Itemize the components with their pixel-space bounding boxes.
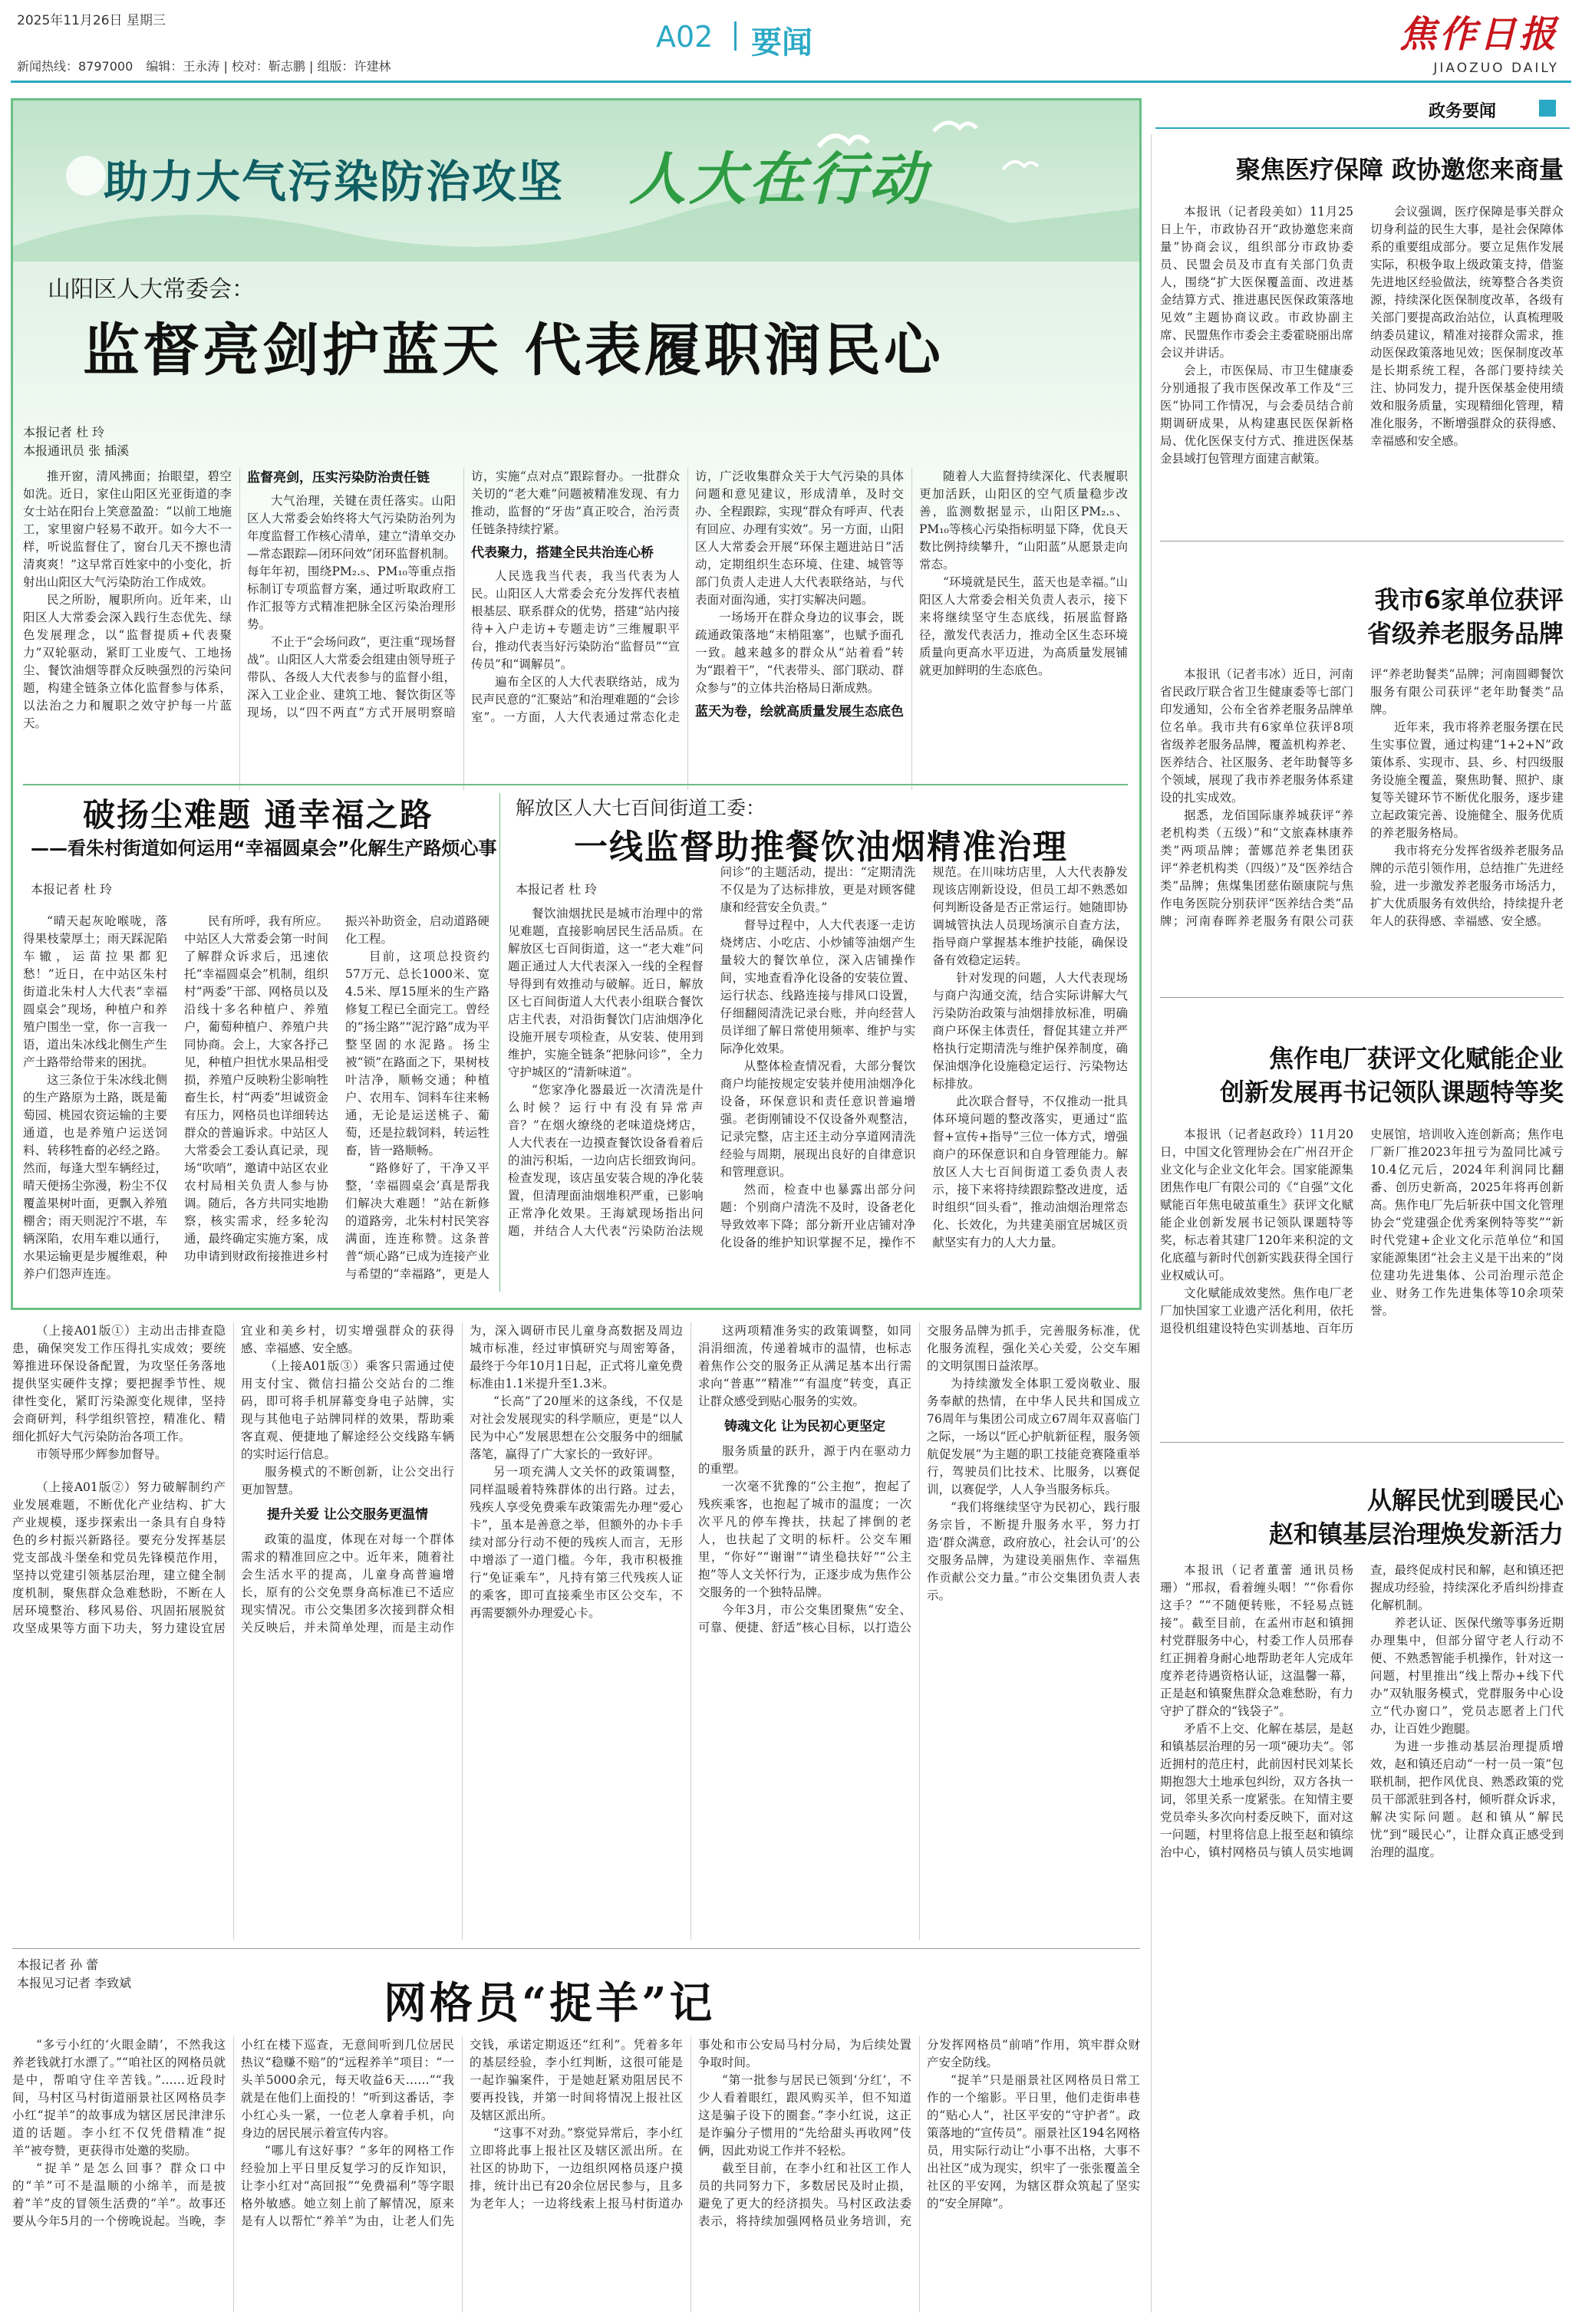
rh3-para: 文化赋能成效斐然。焦作电厂老厂加快国家工业遗产活化利用，依托退役机组建设特色实训基地、百年历史展馆，培训收入连创新高；焦作电厂新厂推2023年扭亏为盈同比减亏10.4亿元后，2024年利润同比翻番、创历史新高，2025年将再创新高。焦作电厂先后斩获中国文化管理协会“党建强企优秀案例特等奖”“新时代党建+企业文化示范单位”和国家能源集团“社会主义是干出来的”岗位建功先进集体、公司治理示范企业、财务工作先进集体等10余项荣誉。 — [1160, 1127, 1564, 1335]
dust-para: 这三条位于朱冰线北侧的生产路原为土路，既是葡萄园、桃园农资运输的主要通道，也是养殖户运送饲料、转移牲畜的必经之路。然而，每逢大型车辆经过，晴天便扬尘弥漫，粉尘不仅覆盖果树叶面，更飘入养殖棚舍；雨天则泥泞不堪，车辆深陷，农用车难以通行，水果运输更是步履维艰，种养户们怨声连连。 — [23, 1073, 167, 1281]
continued-para: “长高”了20厘米的这条线，不仅是对社会发展现实的科学顺应，更是“以人民为中心”发展思想在公交服务中的细腻落笔，赢得了广大家长的一致好评。 — [470, 1394, 683, 1461]
main-subhead: 代表聚力，搭建全民共治连心桥 — [471, 545, 654, 561]
dust-story-body — [23, 913, 489, 1300]
rh3-para: 本报讯（记者赵政玲）11月20日，中国文化管理协会在广州召开企业文化与企业文化年会。国家能源集团焦作电厂有限公司的《“自强”文化赋能百年焦电破茧重生》获评文化赋能企业创新发展书记领队课题特等奖，标志着其建厂120年来积淀的文化底蕴与新时代创新实践获得全国行业权威认可。 — [1160, 1127, 1353, 1282]
rh2-headline — [1158, 583, 1564, 650]
dust-para: 民有所呼，我有所应。中站区人大常委会第一时间了解群众诉求后，迅速依托“幸福圆桌会”机制，组织村“两委”干部、网格员以及沿线十多名种植户、养殖户，葡萄种植户、养殖户共同协商。会上，大家各抒己见，种植户担忧水果品相受损，养殖户反映粉尘影响牲畜生长，村“两委”坦诚资金有压力，网格员也详细转达群众的普遍诉求。中站区人大常委会工委认真记录，现场“吹哨”，邀请中站区农业农村局相关负责人参与协调。随后，各方共同实地勘察，核实需求，经多轮沟通，最终确定实施方案，成功申请到财政衔接推进乡村振兴补助资金，启动道路硬化工程。 — [184, 914, 489, 1263]
wangge-para: “第一批参与居民已领到‘分红’，不少人看着眼红，跟风购买羊，但不知道这是骗子设下的圈套。”李小红说，这正是诈骗分子惯用的“先给甜头再收网”伎俩，因此劝说工作并不轻松。 — [698, 2073, 911, 2158]
main-para: 大气治理，关键在责任落实。山阳区人大常委会始终将大气污染防治列为年度监督工作核心清单，建立“清单交办—常态跟踪—闭环问效”闭环监督机制。每年年初，围绕PM₂.₅、PM₁₀等重点指标制订专项监督方案，通过听取政府工作汇报等方式精准把脉全区污染治理形势。 — [247, 494, 456, 631]
rh1-para: 本报讯（记者段美如）11月25日上午，市政协召开“政协邀您来商量”协商会议，组织部分市政协委员、民盟会员及市直有关部门负责人，围绕“扩大医保覆盖面、改进基金结算方式、推进惠民医保政策落地见效”主题协商议政。市政协副主席、民盟焦作市委会主委霍晓丽出席会议并讲话。 — [1160, 205, 1353, 360]
rh2-para: 近年来，我市将养老服务摆在民生实事位置，通过构建“1+2+N”政策体系、实现市、县、乡、村四级服务设施全覆盖，聚焦助餐、照护、康复等关键环节不断优化服务，逐步建立起政策完善、设施健全、服务优质的养老服务格局。 — [1370, 720, 1564, 840]
rh2-para: 我市将充分发挥省级养老服务品牌的示范引领作用，总结推广先进经验，进一步激发养老服务市场活力，扩大优质服务有效供给，持续提升老年人的获得感、幸福感、安全感。 — [1370, 844, 1564, 928]
main-para: 民之所盼，履职所向。近年来，山阳区人大常委会深入践行生态优先、绿色发展理念，以“监督提质+代表聚力”双轮驱动，紧盯工业废气、工地扬尘、餐饮油烟等群众反映强烈的污染问题，构建全链条立体化监督参与体系，以法治之力和履职之效守护每一片蓝天。 — [23, 593, 232, 730]
main-para: “环境就是民生，蓝天也是幸福。”山阳区人大常委会相关负责人表示，接下来将继续坚守生态底线，拓展监督路径，激发代表活力，推动全区生态环境质量向更高水平迈进，为高质量发展铺就更加鲜明的生态底色。 — [919, 575, 1128, 677]
rh-divider — [1160, 1442, 1564, 1443]
continued-para: 服务模式的不断创新，让公交出行更加智慧。 — [241, 1465, 454, 1496]
continued-para: 这两项精准务实的政策调整，如同涓涓细流，传递着城市的温情，也标志着焦作公交的服务正从满足基本出行需求向“普惠”“精准”“有温度”转变，真正让群众感受到贴心服务的实效。 — [698, 1324, 911, 1408]
main-para: 随着人大监督持续深化、代表履职更加活跃，山阳区的空气质量稳步改善，监测数据显示，山阳区PM₂.₅、PM₁₀等核心污染指标明显下降，优良天数比例持续攀升，“山阳蓝”从愿景走向常态。 — [919, 469, 1128, 571]
continued-subhead: 铸魂文化 让为民初心更坚定 — [724, 1419, 885, 1434]
continued-para: 政策的温度，体现在对每一个群体需求的精准回应之中。近年来，随着社会生活水平的提高，儿童身高普遍增长，原有的公交免票身高标准已不适应现实情况。市公交集团多次接到群众相关反映后，并未简单处理，而是主动作为，深入调研市民儿童身高数据及周边城市标准，经过审慎研究与周密筹备，最终于今年10月1日起，正式将儿童免费标准由1.1米提升至1.3米。 — [241, 1324, 683, 1634]
continued-para: （上接A01版②）努力破解制约产业发展难题，不断优化产业结构、扩大产业规模，逐步探索出一条具有自身特色的乡村振兴新路径。要充分发挥基层党支部战斗堡垒和党员先锋模范作用，坚持以党建引领基层治理，建立健全制度机制，聚焦群众急难愁盼，不断在人居环境整治、移风易俗、巩固拓展脱贫攻坚成果等方面下功夫，努力建设宜居宜业和美乡村，切实增强群众的获得感、幸福感、安全感。 — [12, 1324, 454, 1635]
oil-para: 针对发现的问题，人大代表现场与商户沟通交流，结合实际讲解大气污染防治政策与油烟排放标准，明确商户环保主体责任，督促其建立并严格执行定期清洗与维护保养制度，确保油烟净化设施稳定运行、污染物达标排放。 — [932, 971, 1128, 1091]
wangge-para: “多亏小红的‘火眼金睛’，不然我这养老钱就打水漂了。”“咱社区的网格员就是中，帮咱守住辛苦钱。”……近段时间，马村区马村街道丽景社区网格员李小红“捉羊”的故事成为辖区居民津津乐道的话题。李小红不仅凭借精准“捉羊”被夸赞，更获得市处邀的奖励。 — [12, 2038, 226, 2158]
rh4-para: 本报讯（记者董蕾 通讯员杨珊）“邢叔，看着缠头咽！”“你看你这手？”“不随便转账，不轻易点链接”。截至目前，在孟州市赵和镇拥村党群服务中心，村委工作人员邢春红正拥着身耐心地帮助老年人完成年度养老待遇资格认证，这温馨一幕，正是赵和镇聚焦群众急难愁盼，有力守护了群众的“钱袋子”。 — [1160, 1563, 1353, 1718]
continued-para: 另一项充满人文关怀的政策调整，同样温暖着特殊群体的出行路。过去，残疾人享受免费乘车政策需先办理“爱心卡”，虽本是善意之举，但额外的办卡手续对部分行动不便的残疾人而言，无形中增添了一道门槛。今年，我市积极推行“免证乘车”，凡持有第三代残疾人证的乘客，即可直接乘坐市区公交车，不再需要额外办理爱心卡。 — [470, 1465, 683, 1620]
header-divider — [734, 21, 737, 51]
rh4-para: 养老认证、医保代缴等事务近期办理集中，但部分留守老人行动不便、不熟悉智能手机操作，针对这一问题，村里推出“线上帮办+线下代办”双轨服务模式，党群服务中心设立“代办窗口”，党员志愿者上门代办，让百姓少跑腿。 — [1370, 1616, 1564, 1736]
rh2-headline-line1: 我市6家单位获评 — [1374, 585, 1564, 614]
main-para: 不止于“会场问政”，更注重“现场督战”。山阳区人大常委会组建由领导班子带队、各级人大代表参与的监督小组，深入工业企业、建筑工地、餐饮街区等现场，以“四不两直”方式开展明察暗访，实施“点对点”跟踪督办。一批群众关切的“老大难”问题被精准发现、有力推动，监督的“牙齿”真正咬合，治污责任链条持续拧紧。 — [247, 469, 680, 719]
rh1-para: 会上，市医保局、市卫生健康委分别通报了我市医保改革工作及“三医”协同工作情况，与会委员结合前期调研成果，从构建惠民医保新格局、优化医保支付方式、推进医保基金县域打包管理方面建言献策。 — [1160, 364, 1353, 466]
oil-headline: 一线监督助推餐饮油烟精准治理 — [574, 828, 1068, 867]
main-para: 推开窗，清风拂面；抬眼望，碧空如洗。近日，家住山阳区光亚街道的李女士站在阳台上笑意盈盈：“以前工地施工，家里窗户轻易不敢开。如今大不一样，听说监督住了，窗台几天不擦也清清爽爽！”这早常百姓家中的小变化，折射出山阳区大气污染防治工作成效。 — [23, 469, 232, 589]
header-rule — [11, 81, 1571, 83]
right-col-rule — [1151, 134, 1152, 2312]
oil-kicker: 解放区人大七百间街道工委： — [516, 797, 766, 819]
rh2-body — [1160, 666, 1564, 988]
main-headline: 监督亮剑护蓝天 代表履职润民心 — [83, 318, 944, 383]
page-section-label — [656, 17, 886, 61]
wangge-headline: 网格员“捉羊”记 — [384, 1978, 716, 2029]
feature-vdivider — [499, 793, 500, 1292]
rh3-headline-line1: 焦作电厂获评文化赋能企业 — [1268, 1044, 1564, 1073]
section-name: 要闻 — [751, 25, 812, 61]
oil-para: 督导过程中，人大代表逐一走访烧烤店、小吃店、小炒铺等油烟产生量较大的餐饮单位，深入店铺操作间，实地查看净化设备的安装位置、运行状态、线路连接与排风口设置，仔细翻阅清洗记录台账，并向经营人员详细了解日常使用频率、维护与实际净化效果。 — [720, 918, 916, 1055]
wangge-byline-trainee: 本报见习记者 李致斌 — [17, 1976, 132, 1990]
main-story-body — [23, 468, 1128, 790]
column-tag-rule — [1155, 127, 1570, 129]
feature-divider — [23, 784, 1128, 785]
oil-para: 餐饮油烟扰民是城市治理中的常见难题，直接影响居民生活品质。在解放区七百间街道，这一“老大难”问题正通过人大代表深入一线的全程督导得到有效推动与破解。近日，解放区七百间街道人大代表小组联合餐饮店主代表，对沿街餐饮门店油烟净化设施开展专项检查，从安装、使用到维护，实施全链条“把脉问诊”，全力守护城区的“清新味道”。 — [508, 907, 704, 1079]
oil-byline: 本报记者 杜 玲 — [516, 882, 598, 897]
dust-headline: 破扬尘难题 通幸福之路 — [83, 796, 433, 834]
rh4-body — [1160, 1562, 1564, 2309]
main-para: 一场场开在群众身边的议事会，既疏通政策落地“末梢阻塞”，也赋予面孔一致。越来越多的群众从“站着看”转为“跟着干”，“代表带头、部门联动、群众参与”的立体共治格局日渐成熟。 — [695, 611, 904, 695]
oil-para: 此次联合督导，不仅推动一批具体环境问题的整改落实，更通过“监督+宣传+指导”三位一体方式，增强商户的环保意识和自身管理能力。解放区人大七百间街道工委负责人表示，接下来将持续跟踪整改进度，适时组织“回头看”，推动油烟治理常态化、长效化，为共建美丽宜居城区贡献坚实有力的人大力量。 — [932, 1095, 1128, 1249]
rh4-headline-line1: 从解民忧到暖民心 — [1366, 1486, 1564, 1515]
newspaper-logo — [1367, 5, 1559, 74]
main-byline-correspondent: 本报通讯员 张 插溪 — [23, 443, 130, 458]
news-hotline: 新闻热线：8797000 — [17, 59, 133, 74]
rh1-body — [1160, 203, 1564, 525]
bottom-divider — [12, 1948, 1140, 1949]
wangge-para: “这事不对劲。”察觉异常后，李小红立即将此事上报社区及辖区派出所。在社区的协助下，一边组织网格员逐户摸排，统计出已有20余位居民参与，且多为老年人；一边将线索上报马村街道办事处和市公安局马村分局，为后续处置争取时间。 — [470, 2038, 911, 2210]
continued-subhead: 提升关爱 让公交服务更温情 — [267, 1507, 428, 1522]
logo-english: JIAOZUO DAILY — [1433, 61, 1559, 76]
issue-date: 2025年11月26日 星期三 — [17, 13, 166, 28]
dust-byline: 本报记者 杜 玲 — [31, 882, 113, 897]
oil-para: “您家净化器最近一次清洗是什么时候？运行中有没有异常声音？”在烟火缭绕的老味道烧烤店，人大代表在一边摸查餐饮设备看着后的油污积垢，一边向店长细致询问。检查发现，该店虽安装合规的净化装置，但清理面油烟堆积严重，已影响正常净化效果。王海斌现场指出问题，并结合人大代表“污染防治法规问诊”的主题活动，提出：“定期清洗不仅是为了达标排放，更是对顾客健康和经营安全负责。” — [508, 865, 916, 1238]
wangge-bylines — [17, 1956, 247, 1993]
rh4-para: 矛盾不上交、化解在基层，是赵和镇基层治理的另一项“硬功夫”。邻近拥村的范庄村，此前因村民刘某长期抱怨大土地承包纠纷，双方各执一词，邻里关系一度紧张。在知情主要党员牵头多次向村委反映下，面对这一问题，村里将信息上报至赵和镇综治中心，镇村网格员与镇人员实地调查，最终促成村民和解，赵和镇还把握成功经验，持续深化矛盾纠纷排查化解机制。 — [1160, 1563, 1564, 1859]
dust-para: “晴天起灰呛喉咙，落得果枝蒙厚土；雨天踩泥陷车辙，运苗拉果都犯愁！”近日，在中站区朱村街道北朱村人大代表“幸福圆桌会”现场，种植户和养殖户围坐一堂，你一言我一语，道出朱冰线北侧生产生产土路带给带来的困扰。 — [23, 914, 167, 1069]
continued-para: 市领导邢少辉参加督导。 — [36, 1447, 167, 1461]
main-kicker: 山阳区人大常委会： — [48, 276, 255, 303]
banner-slogan: 人大在行动 — [629, 146, 928, 212]
continued-para: “我们将继续坚守为民初心，践行服务宗旨，不断提升服务水平，努力打造‘群众满意，政府放心，社会认可’的公交服务品牌，为建设美丽焦作、幸福焦作贡献公交力量。”市公交集团负责人表示。 — [927, 1500, 1140, 1602]
wangge-para: “哪儿有这好事？”多年的网格工作经验加上平日里反复学习的反诈知识，让李小红对“高回报”“免费福利”等字眼格外敏感。她立刻上前了解情况，原来是有人以帮忙“养羊”为由，让老人们先交钱，承诺定期返还“红利”。凭着多年的基层经验，李小红判断，这很可能是一起诈骗案件，于是她赶紧劝阻居民不要再投钱，并第一时间将情况上报社区及辖区派出所。 — [241, 2038, 683, 2228]
rh2-headline-line2: 省级养老服务品牌 — [1366, 619, 1564, 648]
rh-divider — [1160, 997, 1564, 998]
rh3-headline — [1158, 1042, 1564, 1109]
oil-story-body — [508, 864, 1128, 1301]
main-para: 遍布全区的人大代表联络站，成为民声民意的“汇聚站”和治理难题的“会诊室”。一方面，人大代表通过常态化走访，广泛收集群众关于大气污染的具体问题和意见建议，形成清单，及时交办、全程跟踪，实现“群众有呼声、代表有回应、办理有实效”。另一方面，山阳区人大常委会开展“环保主题进站日”活动，定期组织生态环境、住建、城管等部门负责人走进人大代表联络站，与代表面对面沟通，实打实解决问题。 — [471, 469, 904, 724]
main-subhead: 蓝天为卷，绘就高质量发展生态底色 — [695, 704, 904, 719]
editors-info: 编辑：王永涛 | 校对：靳志鹏 | 组版：许建林 — [146, 59, 391, 74]
masthead-credits — [17, 57, 391, 74]
rh4-headline — [1158, 1483, 1564, 1551]
rh3-body — [1160, 1126, 1564, 1429]
oil-para: 从整体检查情况看，大部分餐饮商户均能按规定安装并使用油烟净化设备，环保意识和责任意识普遍增强。老街刚铺设不仅设备外观整洁，记录完整，店主还主动分享道网清洗经验与周期，展现出良好的自律意识和管理意识。 — [720, 1059, 916, 1179]
wangge-para: 截至目前，在李小红和社区工作人员的共同努力下，多数居民及时止损，避免了更大的经济损失。马村区政法委表示，将持续加强网格员业务培训，充分发挥网格员“前哨”作用，筑牢群众财产安全防线。 — [698, 2038, 1140, 2228]
rh4-headline-line2: 赵和镇基层治理焕发新活力 — [1268, 1519, 1564, 1549]
rh2-para: 据悉，龙佰国际康养城获评“养老机构类（五级）”和“文旅森林康养类”两项品牌；蕾娜范养老集团获评“养老机构类（四级）”及“医养结合类”品牌；焦煤集团慈佑颐康院与焦作电务医院分别获评“医养结合类”品牌；河南春晖养老服务有限公司获评“养老助餐类”品牌；河南圆卿餐饮服务有限公司获评“老年助餐类”品牌。 — [1160, 667, 1564, 928]
wangge-para: “捉羊”是怎么回事？群众口中的“羊”可不是温顺的小绵羊，而是披着“羊”皮的冒领生活费的“羊”。故事还要从今年5月的一个傍晚说起。当晚，李小红在楼下巡查，无意间听到几位居民热议“稳赚不赔”的“远程养羊”项目：“一头羊5000余元，每天收益6天……”“我就是在他们上面投的！”听到这番话，李小红心头一紧，一位老人拿着手机，向身边的居民展示着宣传内容。 — [12, 2038, 454, 2228]
wangge-byline-reporter: 本报记者 孙 蕾 — [17, 1957, 99, 1972]
wangge-para: “捉羊”只是丽景社区网格员日常工作的一个缩影。平日里，他们走街串巷的“贴心人”，社区平安的“守护者”。政策落地的“宣传员”。丽景社区194名网格员，用实际行动让“小事不出格，大事不出社区”成为现实，织牢了一张张覆盖全社区的平安网，为辖区群众筑起了坚实的“安全屏障”。 — [927, 2073, 1140, 2210]
column-tag: 政务要闻 — [1429, 102, 1497, 121]
rh2-para: 本报讯（记者韦冰）近日，河南省民政厅联合省卫生健康委等七部门印发通知，公布全省养老服务品牌单位名单。我市共有6家单位获评8项省级养老服务品牌，覆盖机构养老、医养结合、社区服务、老年助餐等多个领域，展现了我市养老服务体系建设的扎实成效。 — [1160, 667, 1353, 805]
oil-para: 然而，检查中也暴露出部分问题：个别商户清洗不及时，设备老化导致效率下降；部分新开业店铺对净化设备的维护知识掌握不足，操作不规范。在川味坊店里，人大代表静发现该店刚新设设，但员工却不熟悉如何判断设备是否正常运行。她随即协调城管执法人员现场演示自查方法，指导商户掌握基本维护技能，确保设备有效稳定运转。 — [720, 865, 1128, 1249]
rh4-para: 为进一步推动基层治理提质增效，赵和镇还启动“一村一员一策”包联机制，把作风优良、熟悉政策的党员干部派驻到各村，倾听群众诉求，解决实际问题。赵和镇从“解民忧”到“暖民心”，让群众真正感受到治理的温度。 — [1370, 1740, 1564, 1859]
main-para: 人民选我当代表，我当代表为人民。山阳区人大常委会充分发挥代表植根基层、联系群众的优势，搭建“站内接待+入户走访+专题走访”三维履职平台，推动代表当好污染防治“监督员”“宣传员”和“调解员”。 — [471, 569, 680, 671]
dust-para: “路修好了，干净又平整，‘幸福圆桌会’真是帮我们解决大难题！”站在新修的道路旁，北朱村村民笑容满面，连连称赞。这条普普“烦心路”已成为连接产业与希望的“幸福路”，更是人 — [345, 1161, 489, 1281]
wangge-body — [12, 2036, 1140, 2312]
banner-title: 助力大气污染防治攻坚 — [104, 156, 565, 208]
main-bylines — [23, 423, 230, 460]
continued-para: 为持续激发全体职工爱岗敬业、服务奉献的热情，在中华人民共和国成立76周年与集团公司成立67周年双喜临门之际，一场以“匠心护航新征程，服务领航促发展”为主题的职工技能竞赛隆重举行，驾驶员们比技术、比服务，以赛促训，以赛促学，人人争当服务标兵。 — [927, 1377, 1140, 1496]
continued-body — [12, 1322, 1140, 1940]
continued-para: 今年3月，市公交集团聚焦“安全、可靠、便捷、舒适”核心目标，以打造公交服务品牌为抓手，完善服务标准，优化服务流程，强化关心关爱，公交车厢的文明氛围日益浓厚。 — [698, 1324, 1140, 1634]
rh1-para: 会议强调，医疗保障是事关群众切身利益的民生大事，是社会保障体系的重要组成部分。要立足焦作发展实际，积极争取上级政策支持，借鉴先进地区经验做法，统筹整合各类资源，持续深化医保制度改革，各级有关部门要提高政治站位，认真梳理吸纳委员建议，精准对接群众需求，推动医保政策落地见效；医保制度改革是长期系统工程，各部门要持续关注、协同发力，提升医保基金使用绩效和服务质量，实现精细化管理，精准化服务，不断增强群众的获得感、幸福感和安全感。 — [1370, 205, 1564, 448]
column-tag-square — [1539, 100, 1556, 117]
dust-para: 目前，这项总投资约57万元、总长1000米、宽4.5米、厚15厘米的生产路修复工程已全面完工。曾经的“扬尘路”“泥泞路”成为平整坚固的水泥路。扬尘被“锁”在路面之下，果树枝叶洁净，顺畅交通；种植户、农用车、饲料车往来畅通，无论是运送桃子、葡萄，还是拉载饲料，转运牲畜，皆一路顺畅。 — [345, 950, 489, 1157]
main-byline-reporter: 本报记者 杜 玲 — [23, 425, 105, 439]
continued-para: （上接A01版①）主动出击排查隐患，确保突发工作压得扎实成效；要统筹推进环保设备配置，为攻坚任务落地提供坚实硬件支撑；要把握季节性、规律性变化，紧盯污染源变化规律，坚持会商研判，科学组织管控，精准化、精细化抓好大气污染防治各项工作。 — [12, 1324, 226, 1443]
main-subhead: 监督亮剑，压实污染防治责任链 — [247, 470, 430, 486]
continued-para: （上接A01版③）乘客只需通过使用支付宝、微信扫描公交站台的二维码，即可将手机屏幕变身电子站牌，实现与其他电子站牌同样的效果，帮助乘客直观、便捷地了解途经公交线路车辆的实时运行信息。 — [241, 1359, 454, 1461]
rh3-headline-line2: 创新发展再书记领队课题特等奖 — [1219, 1078, 1564, 1107]
continued-para: 一次毫不犹豫的“公主抱”，抱起了残疾乘客，也抱起了城市的温度；一次次平凡的停车搀扶，扶起了摔倒的老人，也扶起了文明的标杆。公交车厢里，“你好”“谢谢”“请坐稳扶好”“公主抱”等人文关怀行为，正逐步成为焦作公交服务的一个独特品牌。 — [698, 1480, 911, 1599]
page-number: A02 — [656, 20, 714, 54]
continued-para: 服务质量的跃升，源于内在驱动力的重塑。 — [698, 1444, 911, 1476]
rh1-headline: 聚焦医疗保障 政协邀您来商量 — [1235, 155, 1564, 184]
logo-name: 焦作日报 — [1399, 13, 1559, 56]
dust-subtitle: ——看朱村街道如何运用“幸福圆桌会”化解生产路烦心事 — [31, 838, 497, 859]
